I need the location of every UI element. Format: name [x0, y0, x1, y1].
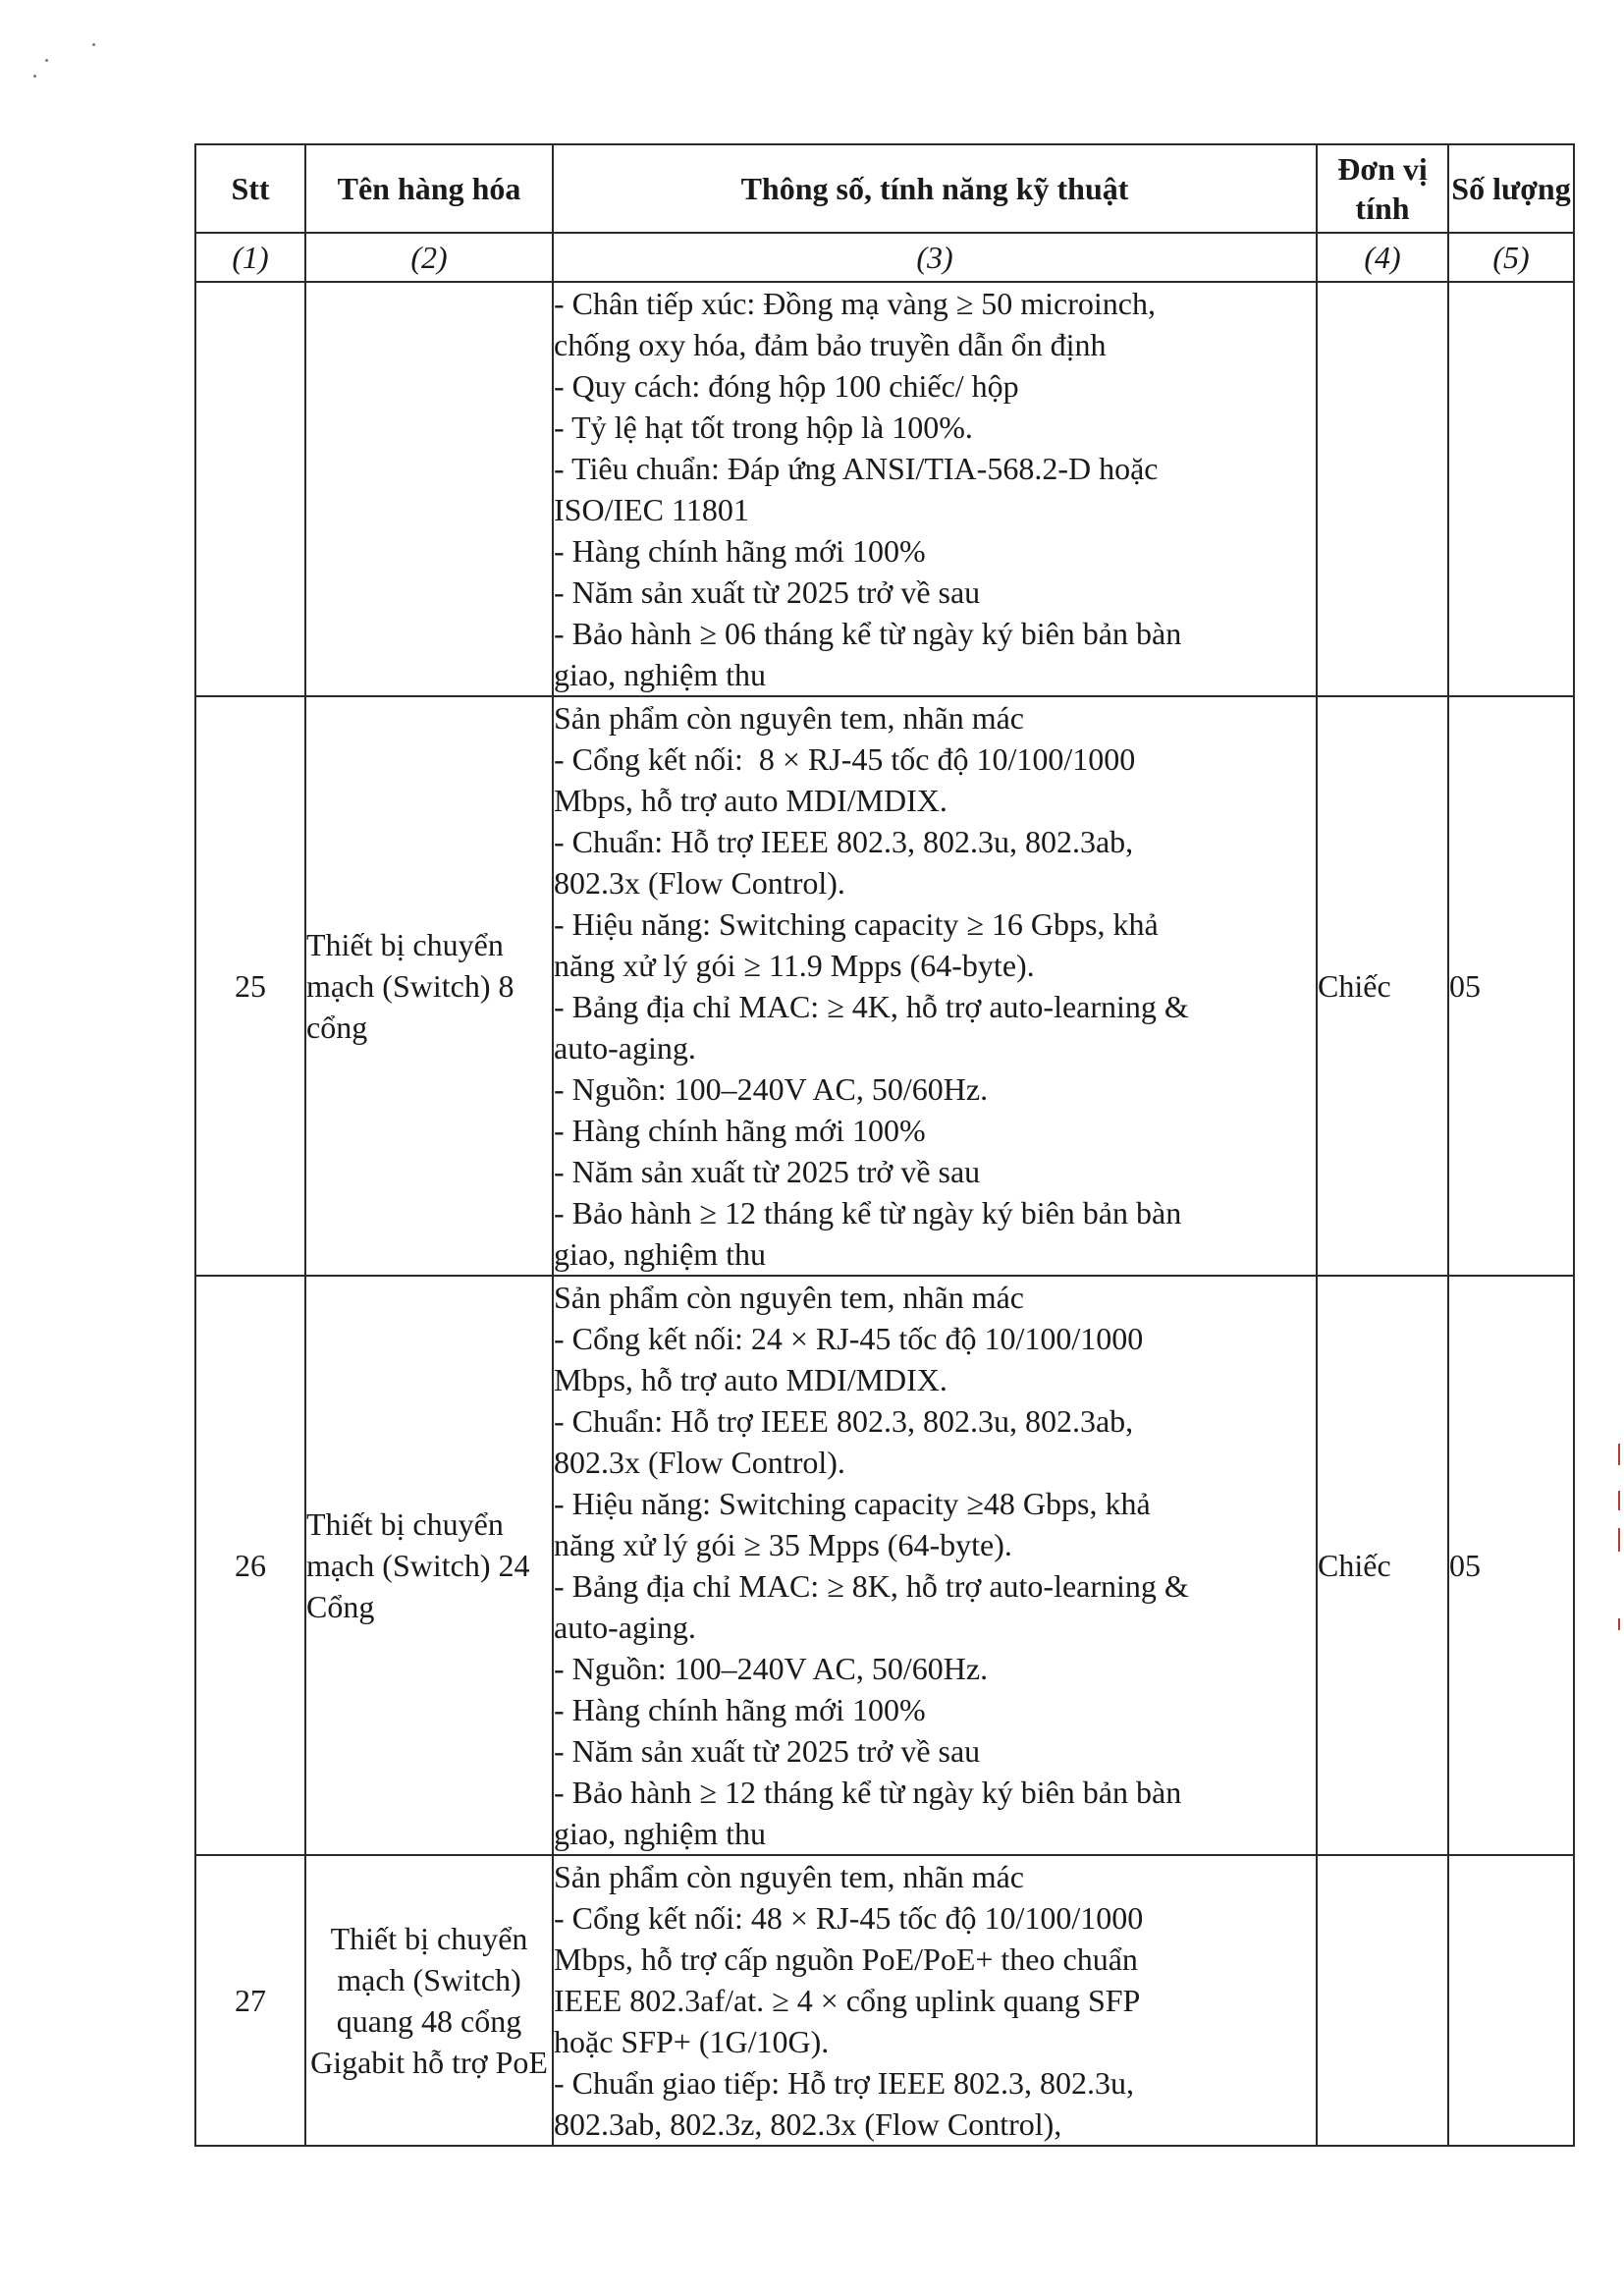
spec-line: - Hàng chính hãng mới 100% — [554, 1692, 926, 1727]
col-number-3: (3) — [553, 233, 1317, 282]
spec-line: Mbps, hỗ trợ cấp nguồn PoE/PoE+ theo chuẩn — [554, 1941, 1138, 1977]
row-unit — [1317, 282, 1448, 696]
spec-line: - Tiêu chuẩn: Đáp ứng ANSI/TIA-568.2-D hoặc — [554, 451, 1159, 486]
margin-mark — [1618, 1444, 1620, 1465]
header-stt: Stt — [195, 144, 305, 233]
column-number-row — [195, 233, 1574, 282]
row-spec — [553, 1855, 1317, 2146]
spec-line: - Bảo hành ≥ 06 tháng kể từ ngày ký biên bản bàn — [554, 616, 1182, 651]
spec-line: Sản phẩm còn nguyên tem, nhãn mác — [554, 1859, 1024, 1894]
header-spec: Thông số, tính năng kỹ thuật — [553, 144, 1317, 233]
spec-line: Mbps, hỗ trợ auto MDI/MDIX. — [554, 1362, 947, 1397]
row-spec — [553, 1276, 1317, 1855]
spec-line: - Hiệu năng: Switching capacity ≥48 Gbps, khả — [554, 1486, 1151, 1521]
specification-table — [194, 143, 1575, 2147]
spec-line: - Bảo hành ≥ 12 tháng kể từ ngày ký biên bản bàn — [554, 1195, 1182, 1230]
table-row — [195, 696, 1574, 1276]
spec-line: Mbps, hỗ trợ auto MDI/MDIX. — [554, 783, 947, 818]
spec-line: năng xử lý gói ≥ 35 Mpps (64-byte). — [554, 1527, 1012, 1562]
table-row — [195, 1276, 1574, 1855]
spec-line: - Hàng chính hãng mới 100% — [554, 1113, 926, 1148]
col-number-1: (1) — [195, 233, 305, 282]
spec-line: Sản phẩm còn nguyên tem, nhãn mác — [554, 700, 1024, 736]
header-name: Tên hàng hóa — [305, 144, 553, 233]
row-qty — [1448, 282, 1574, 696]
row-stt: 25 — [195, 696, 305, 1276]
spec-line: giao, nghiệm thu — [554, 1236, 766, 1272]
spec-line: - Chuẩn: Hỗ trợ IEEE 802.3, 802.3u, 802.3ab, — [554, 824, 1134, 859]
spec-line: ISO/IEC 11801 — [554, 492, 749, 527]
spec-line: - Bảng địa chỉ MAC: ≥ 4K, hỗ trợ auto-learning & — [554, 989, 1189, 1024]
row-item-name: Thiết bị chuyển mạch (Switch) 24 Cổng — [305, 1276, 553, 1855]
row-spec — [553, 696, 1317, 1276]
spec-line: - Bảng địa chỉ MAC: ≥ 8K, hỗ trợ auto-learning & — [554, 1568, 1189, 1604]
spec-line: - Chân tiếp xúc: Đồng mạ vàng ≥ 50 microinch, — [554, 286, 1156, 321]
spec-line: auto-aging. — [554, 1610, 696, 1645]
col-number-4: (4) — [1317, 233, 1448, 282]
scan-speck — [33, 75, 36, 78]
spec-line: - Tỷ lệ hạt tốt trong hộp là 100%. — [554, 410, 973, 445]
spec-line: 802.3x (Flow Control). — [554, 1445, 845, 1480]
spec-line: Sản phẩm còn nguyên tem, nhãn mác — [554, 1280, 1024, 1315]
col-number-2: (2) — [305, 233, 553, 282]
spec-line: - Hàng chính hãng mới 100% — [554, 533, 926, 569]
row-unit — [1317, 1855, 1448, 2146]
row-stt: 26 — [195, 1276, 305, 1855]
col-number-5: (5) — [1448, 233, 1574, 282]
spec-line: - Cổng kết nối: 48 × RJ-45 tốc độ 10/100/1000 — [554, 1900, 1144, 1936]
row-stt: 27 — [195, 1855, 305, 2146]
spec-line: auto-aging. — [554, 1030, 696, 1066]
spec-line: 802.3x (Flow Control). — [554, 865, 845, 901]
spec-line: - Năm sản xuất từ 2025 trở về sau — [554, 1154, 981, 1189]
row-qty: 05 — [1448, 696, 1574, 1276]
spec-line: - Bảo hành ≥ 12 tháng kể từ ngày ký biên bản bàn — [554, 1775, 1182, 1810]
spec-line: - Chuẩn: Hỗ trợ IEEE 802.3, 802.3u, 802.3ab, — [554, 1403, 1134, 1439]
spec-line: hoặc SFP+ (1G/10G). — [554, 2024, 830, 2059]
margin-mark — [1618, 1528, 1620, 1552]
spec-line: giao, nghiệm thu — [554, 1816, 766, 1851]
spec-line: - Năm sản xuất từ 2025 trở về sau — [554, 574, 981, 610]
row-qty — [1448, 1855, 1574, 2146]
row-item-name: Thiết bị chuyển mạch (Switch) quang 48 cổng Gigabit hỗ trợ PoE — [305, 1855, 553, 2146]
row-stt — [195, 282, 305, 696]
spec-line: - Quy cách: đóng hộp 100 chiếc/ hộp — [554, 368, 1019, 404]
table-row — [195, 1855, 1574, 2146]
spec-line: giao, nghiệm thu — [554, 657, 766, 692]
spec-line: - Cổng kết nối: 24 × RJ-45 tốc độ 10/100/1000 — [554, 1321, 1144, 1356]
spec-line: - Hiệu năng: Switching capacity ≥ 16 Gbps, khả — [554, 906, 1159, 942]
row-item-name: Thiết bị chuyển mạch (Switch) 8 cổng — [305, 696, 553, 1276]
spec-line: - Cổng kết nối: 8 × RJ-45 tốc độ 10/100/1000 — [554, 741, 1136, 777]
spec-line: 802.3ab, 802.3z, 802.3x (Flow Control), — [554, 2106, 1062, 2142]
spec-line: IEEE 802.3af/at. ≥ 4 × cổng uplink quang SFP — [554, 1983, 1141, 2018]
scan-speck — [92, 43, 95, 46]
spec-line: - Chuẩn giao tiếp: Hỗ trợ IEEE 802.3, 802.3u, — [554, 2065, 1135, 2101]
margin-mark — [1618, 1618, 1620, 1630]
spec-line: năng xử lý gói ≥ 11.9 Mpps (64-byte). — [554, 948, 1035, 983]
row-unit: Chiếc — [1317, 696, 1448, 1276]
spec-line: - Nguồn: 100–240V AC, 50/60Hz. — [554, 1071, 989, 1107]
margin-mark — [1618, 1491, 1620, 1510]
spec-line: - Nguồn: 100–240V AC, 50/60Hz. — [554, 1651, 989, 1686]
header-qty: Số lượng — [1448, 144, 1574, 233]
row-qty: 05 — [1448, 1276, 1574, 1855]
row-item-name — [305, 282, 553, 696]
table-row — [195, 282, 1574, 696]
row-unit: Chiếc — [1317, 1276, 1448, 1855]
scan-speck — [45, 59, 48, 62]
spec-line: - Năm sản xuất từ 2025 trở về sau — [554, 1733, 981, 1769]
row-spec — [553, 282, 1317, 696]
header-row — [195, 144, 1574, 233]
header-unit: Đơn vị tính — [1317, 144, 1448, 233]
spec-line: chống oxy hóa, đảm bảo truyền dẫn ổn định — [554, 327, 1107, 362]
